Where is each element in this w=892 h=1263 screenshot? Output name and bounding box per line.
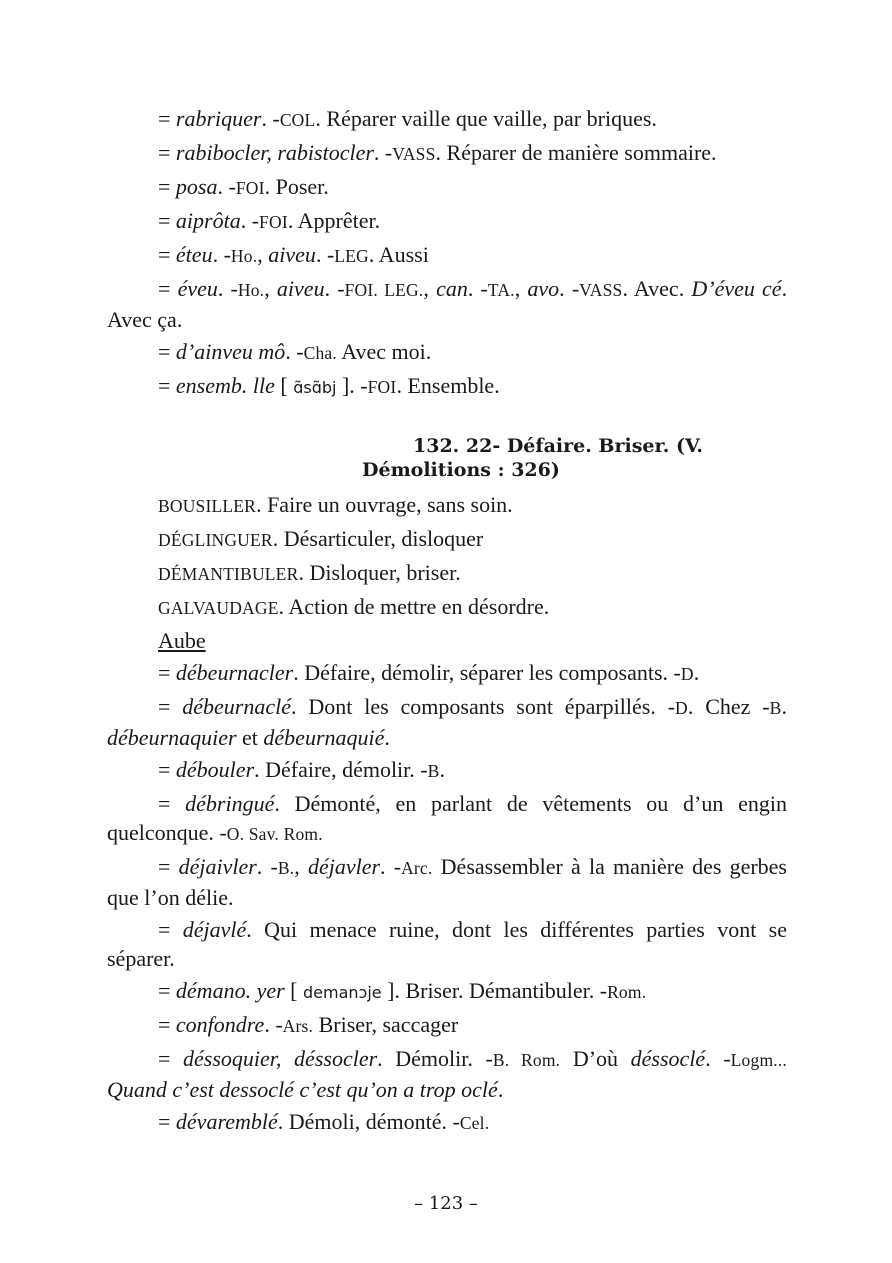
- entry-dejavle: = déjavlé. Qui menace ruine, dont les différentes parties vont se séparer.: [107, 917, 787, 971]
- entry-dejaivler: = déjaivler. -B., déjavler. -Arc. Désassembler à la manière des gerbes que l’on délie.: [107, 854, 787, 910]
- entry-aiprota: = aiprôta. -FOI. Apprêter.: [158, 208, 381, 233]
- entry-debringue: = débringué. Démonté, en parlant de vêtements ou d’un engin quelconque. -O. Sav. Rom.: [107, 791, 787, 845]
- entry-dainveu-mo: = d’ainveu mô. -Cha. Avec moi.: [158, 339, 432, 364]
- heading-line-2: Démolitions : 326): [362, 459, 560, 481]
- entry-dessoquier: = déssoquier, déssocler. Démolir. -B. Rom. D’où déssoclé. -Logm... Quand c’est dessoclé c’est qu’on a trop oclé.: [107, 1046, 787, 1102]
- page-number: – 123 –: [414, 1193, 478, 1214]
- page-body: [107, 104, 787, 1141]
- def-galvaudage: GALVAUDAGE. Action de mettre en désordre.: [158, 594, 550, 619]
- phonetic-ensemble: ɑ̃sɑ̃bj: [293, 378, 337, 397]
- def-deglinguer: DÉGLINGUER. Désarticuler, disloquer: [158, 526, 484, 551]
- entry-debouler: = débouler. Défaire, démolir. -B.: [158, 757, 445, 782]
- entry-demano-yer: = démano. yer [ demanɔje ]. Briser. Démantibuler. -Rom.: [158, 978, 647, 1003]
- entry-posa: = posa. -FOI. Poser.: [158, 174, 329, 199]
- entry-eveu: = éveu. -Ho., aiveu. -FOI. LEG., can. -TA., avo. -VASS. Avec. D’éveu cé. Avec ça.: [107, 276, 788, 332]
- entry-debeurnacle: = débeurnaclé. Dont les composants sont éparpillés. -D. Chez -B. débeurnaquier et débeurnaquié.: [107, 694, 788, 750]
- entry-eteu: = éteu. -Ho., aiveu. -LEG. Aussi: [158, 242, 429, 267]
- heading-line-1: 132. 22- Défaire. Briser. (V.: [413, 435, 704, 457]
- def-bousiller: BOUSILLER. Faire un ouvrage, sans soin.: [158, 492, 513, 517]
- entry-ensemb-lle: = ensemb. lle [ ɑ̃sɑ̃bj ]. -FOI. Ensemble.: [158, 373, 500, 398]
- entry-rabriquer: = rabriquer. -COL. Réparer vaille que vaille, par briques.: [158, 106, 657, 131]
- entry-confondre: = confondre. -Ars. Briser, saccager: [158, 1012, 459, 1037]
- phonetic-demanoyer: demanɔje: [303, 983, 382, 1002]
- region-label: Aube: [158, 628, 206, 653]
- section-heading: [107, 434, 787, 482]
- def-demantibuler: DÉMANTIBULER. Disloquer, briser.: [158, 560, 461, 585]
- entry-rabibocler: = rabibocler, rabistocler. -VASS. Réparer de manière sommaire.: [158, 140, 717, 165]
- entry-debeurnacler: = débeurnacler. Défaire, démolir, séparer les composants. -D.: [158, 660, 700, 685]
- entry-devaremble: = dévaremblé. Démoli, démonté. -Cel.: [158, 1109, 490, 1134]
